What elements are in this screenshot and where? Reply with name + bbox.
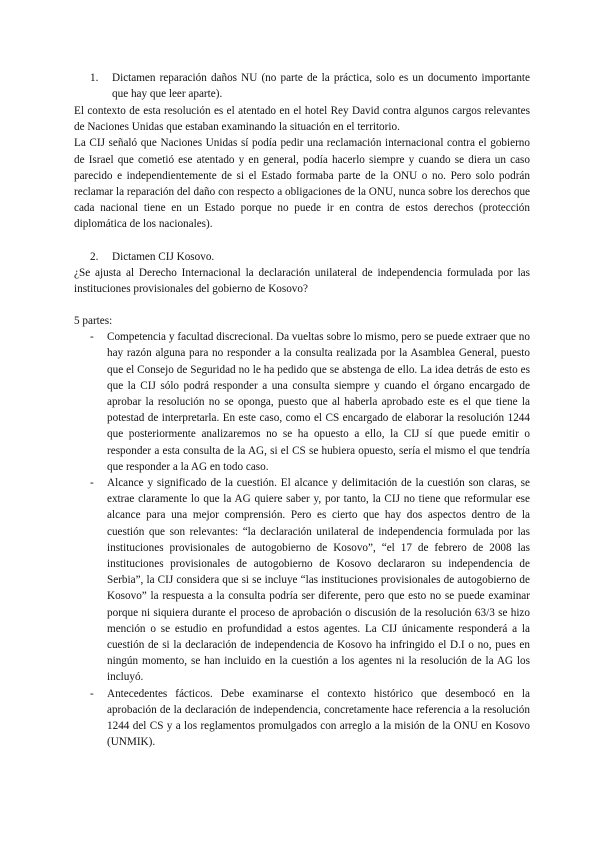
section-1-paragraph: El contexto de esta resolución es el atentado en el hotel Rey David contra algunos cargos relevantes de Naciones Unidas que estaban examinando la situación en el territorio. (74, 105, 530, 134)
list-bullet: - (90, 687, 94, 700)
section-1-number: 1. (90, 72, 99, 84)
list-item-text: Competencia y facultad discrecional. Da vueltas sobre lo mismo, pero se puede extraer que no hay razón alguna para no responder a la consulta realizada por la Asamblea General, puesto que el Consejo de Seguridad no le ha pedido que se abstenga de ello. La idea detrás de esto es que la CIJ sólo podrá responder a una consulta siempre y cuando el órgano encargado de aprobar la resolución no se oponga, puesto que al haberla aprobado este es el que tiene la potestad de interpretarla. En este caso, como el CS encargado de elaborar la resolución 1244 que posteriormente analizaremos no se ha opuesto a ello, la CIJ sí que puede emitir o responder a esta consulta de la AG, si el CS se hubiera opuesto, sería el mismo el que tendría que responder a la AG en todo caso. (107, 331, 530, 473)
section-2-parts (74, 313, 530, 750)
section-2-question: ¿Se ajusta al Derecho Internacional la declaración unilateral de independencia formulada por las instituciones provisionales del gobierno de Kosovo? (74, 267, 530, 296)
section-1-title: Dictamen reparación daños NU (no parte de la práctica, solo es un documento importante que hay que leer aparte). (112, 72, 530, 101)
section-1-heading (74, 70, 530, 102)
list-item (74, 686, 530, 751)
parts-label: 5 partes: (74, 315, 113, 327)
list-bullet: - (90, 331, 94, 344)
section-2-heading (74, 249, 530, 265)
list-item (74, 475, 530, 686)
section-1-paragraph: La CIJ señaló que Naciones Unidas sí podía pedir una reclamación internacional contra el gobierno de Israel que cometió ese atentado y en general, podía hacerlo siempre y cuando se diera un caso parecido e independientemente de si el Estado formaba parte de la ONU o no. Pero solo podrán reclamar la reparación del daño con respecto a obligaciones de la ONU, nunca sobre los derechos que cada nacional tiene en un Estado porque no puede ir en contra de estos derechos (protección diplomática de los nacionales). (74, 137, 530, 231)
list-bullet: - (90, 477, 94, 490)
list-item-text: Antecedentes fácticos. Debe examinarse el contexto histórico que desembocó en la aprobación de la declaración de independencia, concretamente hace referencia a la resolución 1244 del CS y a los reglamentos promulgados con arreglo a la misión de la ONU en Kosovo (UNMIK). (107, 687, 530, 749)
list-item-text: Alcance y significado de la cuestión. El alcance y delimitación de la cuestión son claras, se extrae claramente lo que la AG quiere saber y, por tanto, la CIJ no tiene que reformular ese alcance para una mejor comprensión. Pero es cierto que hay dos aspectos dentro de la cuestión que son relevantes: “la declaración unilateral de independencia formulada por las instituciones provisionales de autogobierno de Kosovo”, “el 17 de febrero de 2008 las instituciones provisionales de autogobierno de Kosovo declararon su independencia de Serbia”, la CIJ considera que si se incluye “las instituciones provisionales de autogobierno de Kosovo” la respuesta a la consulta podría ser diferente, pero que esto no se puede examinar porque ni siquiera durante el proceso de aprobación o discusión de la resolución 63/3 se hizo mención o se estudio en profundidad a estos agentes. La CIJ únicamente responderá a la cuestión de si la declaración de independencia de Kosovo ha infringido el D.I o no, pues en ningún momento, se han incluido en la cuestión a los agentes ni la resolución de la AG los incluyó. (107, 477, 530, 684)
section-2-title: Dictamen CIJ Kosovo. (112, 251, 215, 263)
section-2-number: 2. (90, 251, 99, 263)
section-1-body (74, 103, 530, 233)
list-item (74, 329, 530, 475)
